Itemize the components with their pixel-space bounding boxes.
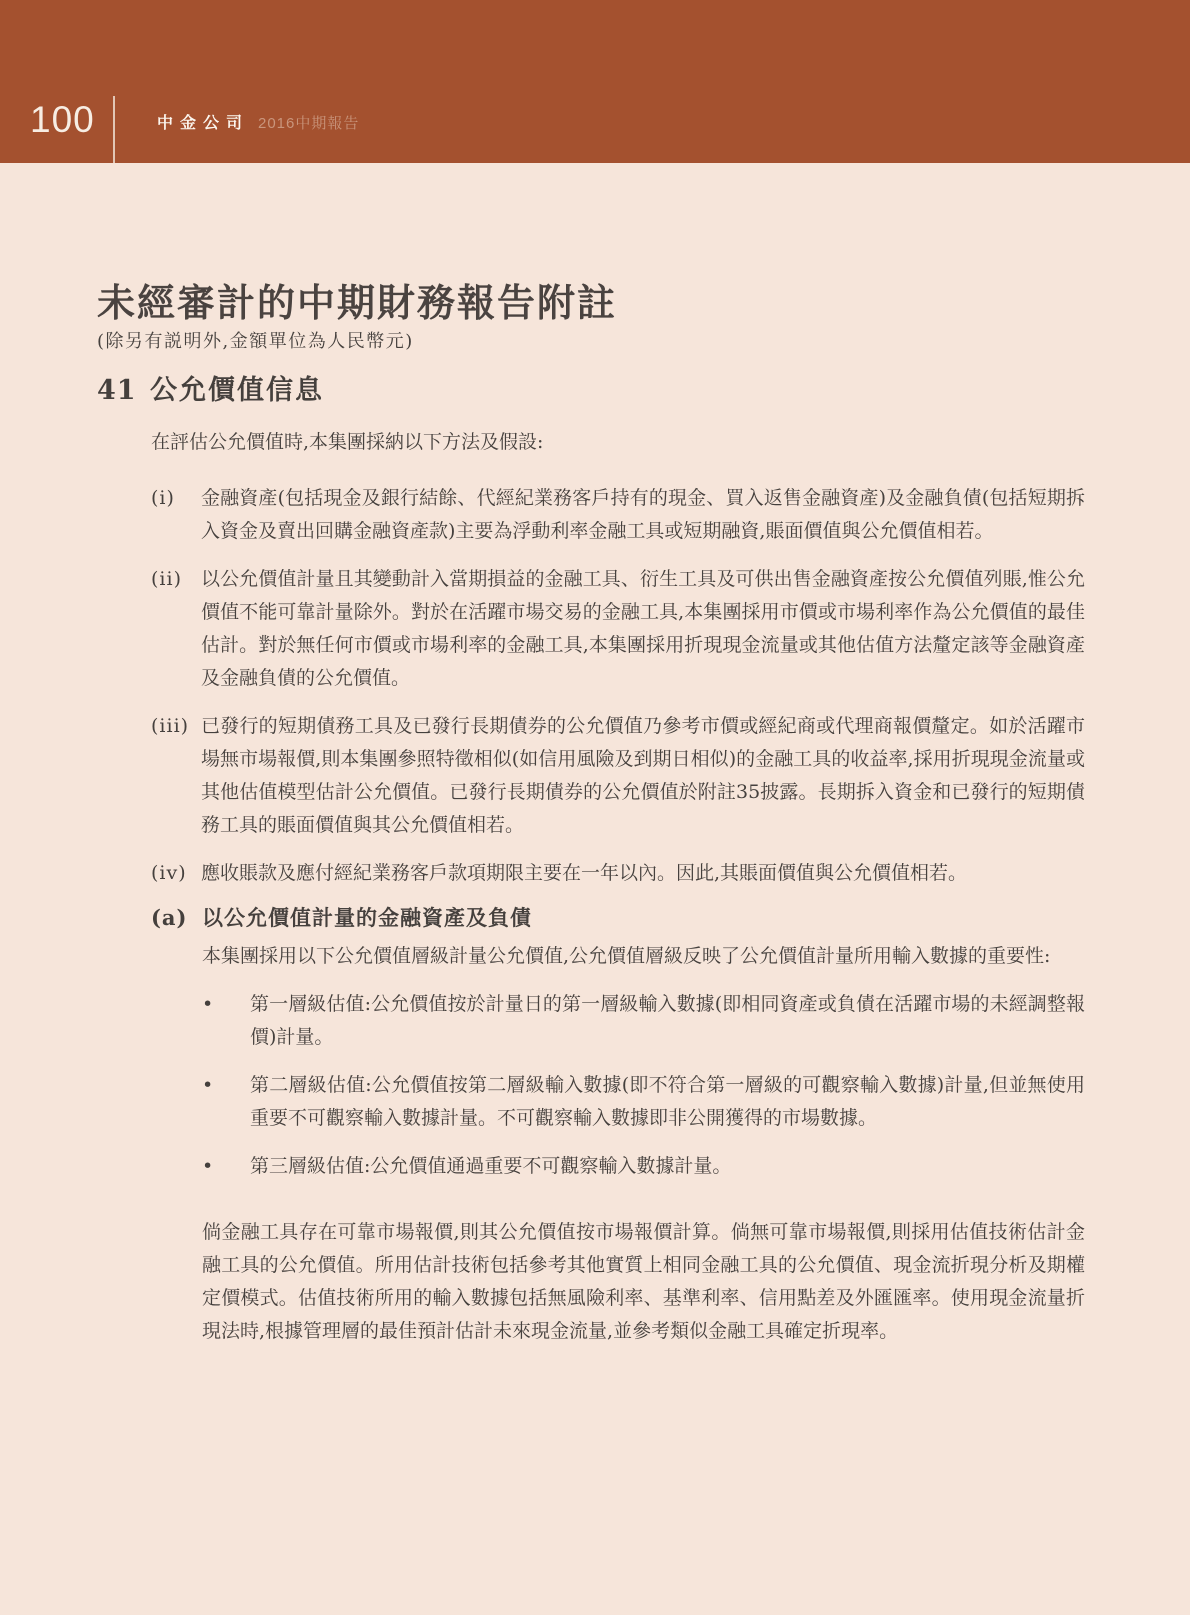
report-title: 2016中期報告	[258, 115, 360, 132]
list-item-text: 以公允價值計量且其變動計入當期損益的金融工具、衍生工具及可供出售金融資產按公允價值列賬,惟公允價值不能可靠計量除外。對於在活躍市場交易的金融工具,本集團採用市價或市場利率作為公允價值的最佳估計。對於無任何市價或市場利率的金融工具,本集團採用折現現金流量或其他估值方法釐定該等金融資產及金融負債的公允價值。	[201, 568, 1085, 689]
document-body	[0, 163, 1190, 1348]
list-item-marker: (i)	[151, 487, 175, 509]
list-item-marker: (iii)	[151, 715, 190, 737]
bullet-item	[202, 1069, 1085, 1135]
section-number: 41	[97, 375, 137, 406]
bullet-text: 第二層級估值:公允價值按第二層級輸入數據(即不符合第一層級的可觀察輸入數據)計量,但並無使用重要不可觀察輸入數據計量。不可觀察輸入數據即非公開獲得的市場數據。	[250, 1074, 1085, 1129]
list-item-text: 已發行的短期債務工具及已發行長期債券的公允價值乃參考市價或經紀商或代理商報價釐定。如於活躍市場無市場報價,則本集團參照特徵相似(如信用風險及到期日相似)的金融工具的收益率,採用折現現金流量或其他估值模型估計公允價值。已發行長期債券的公允價值於附註35披露。長期拆入資金和已發行的短期債務工具的賬面價值與其公允價值相若。	[201, 715, 1085, 836]
section-content	[151, 426, 1085, 1348]
list-item	[151, 563, 1085, 695]
bullet-icon: •	[202, 1074, 214, 1096]
list-item-marker: (ii)	[151, 568, 182, 590]
list-item-marker: (iv)	[151, 862, 187, 884]
bullet-text: 第三層級估值:公允價值通過重要不可觀察輸入數據計量。	[250, 1155, 732, 1177]
list-item	[151, 482, 1085, 548]
list-item-text: 金融資產(包括現金及銀行結餘、代經紀業務客戶持有的現金、買入返售金融資產)及金融負債(包括短期拆入資金及賣出回購金融資產款)主要為浮動利率金融工具或短期融資,賬面價值與公允價值相若。	[201, 487, 1085, 542]
page-header-band	[0, 0, 1190, 163]
list-item	[151, 710, 1085, 842]
intro-paragraph: 在評估公允價值時,本集團採納以下方法及假設:	[151, 431, 544, 453]
closing-paragraph: 倘金融工具存在可靠市場報價,則其公允價值按市場報價計算。倘無可靠市場報價,則採用估值技術估計金融工具的公允價值。所用估計技術包括參考其他實質上相同金融工具的公允價值、現金流折現分析及期權定價模式。估值技術所用的輸入數據包括無風險利率、基準利率、信用點差及外匯匯率。使用現金流量折現法時,根據管理層的最佳預計估計未來現金流量,並參考類似金融工具確定折現率。	[202, 1221, 1085, 1342]
subsection-heading	[151, 901, 1085, 935]
header-divider	[113, 96, 115, 163]
note-title: 未經審計的中期財務報告附註	[97, 280, 618, 325]
bullet-item	[202, 988, 1085, 1054]
bullet-item	[202, 1150, 1085, 1183]
bullet-icon: •	[202, 993, 214, 1015]
bullet-icon: •	[202, 1155, 214, 1177]
list-item-text: 應收賬款及應付經紀業務客戶款項期限主要在一年以內。因此,其賬面價值與公允價值相若。	[201, 862, 968, 884]
page-number: 100	[30, 99, 95, 140]
section-title: 公允價值信息	[150, 375, 324, 406]
subsection-intro: 本集團採用以下公允價值層級計量公允價值,公允價值層級反映了公允價值計量所用輸入數據的重要性:	[202, 945, 1051, 967]
subsection-content	[202, 940, 1085, 1348]
note-subtitle: (除另有説明外,金額單位為人民幣元)	[97, 331, 414, 352]
section-heading	[97, 372, 1085, 410]
company-name: 中金公司	[157, 115, 250, 132]
list-item	[151, 857, 1085, 890]
subsection-title: 以公允價值計量的金融資產及負債	[202, 905, 532, 930]
subsection-marker: (a)	[151, 905, 188, 930]
bullet-text: 第一層級估值:公允價值按於計量日的第一層級輸入數據(即相同資產或負債在活躍市場的未經調整報價)計量。	[250, 993, 1085, 1048]
